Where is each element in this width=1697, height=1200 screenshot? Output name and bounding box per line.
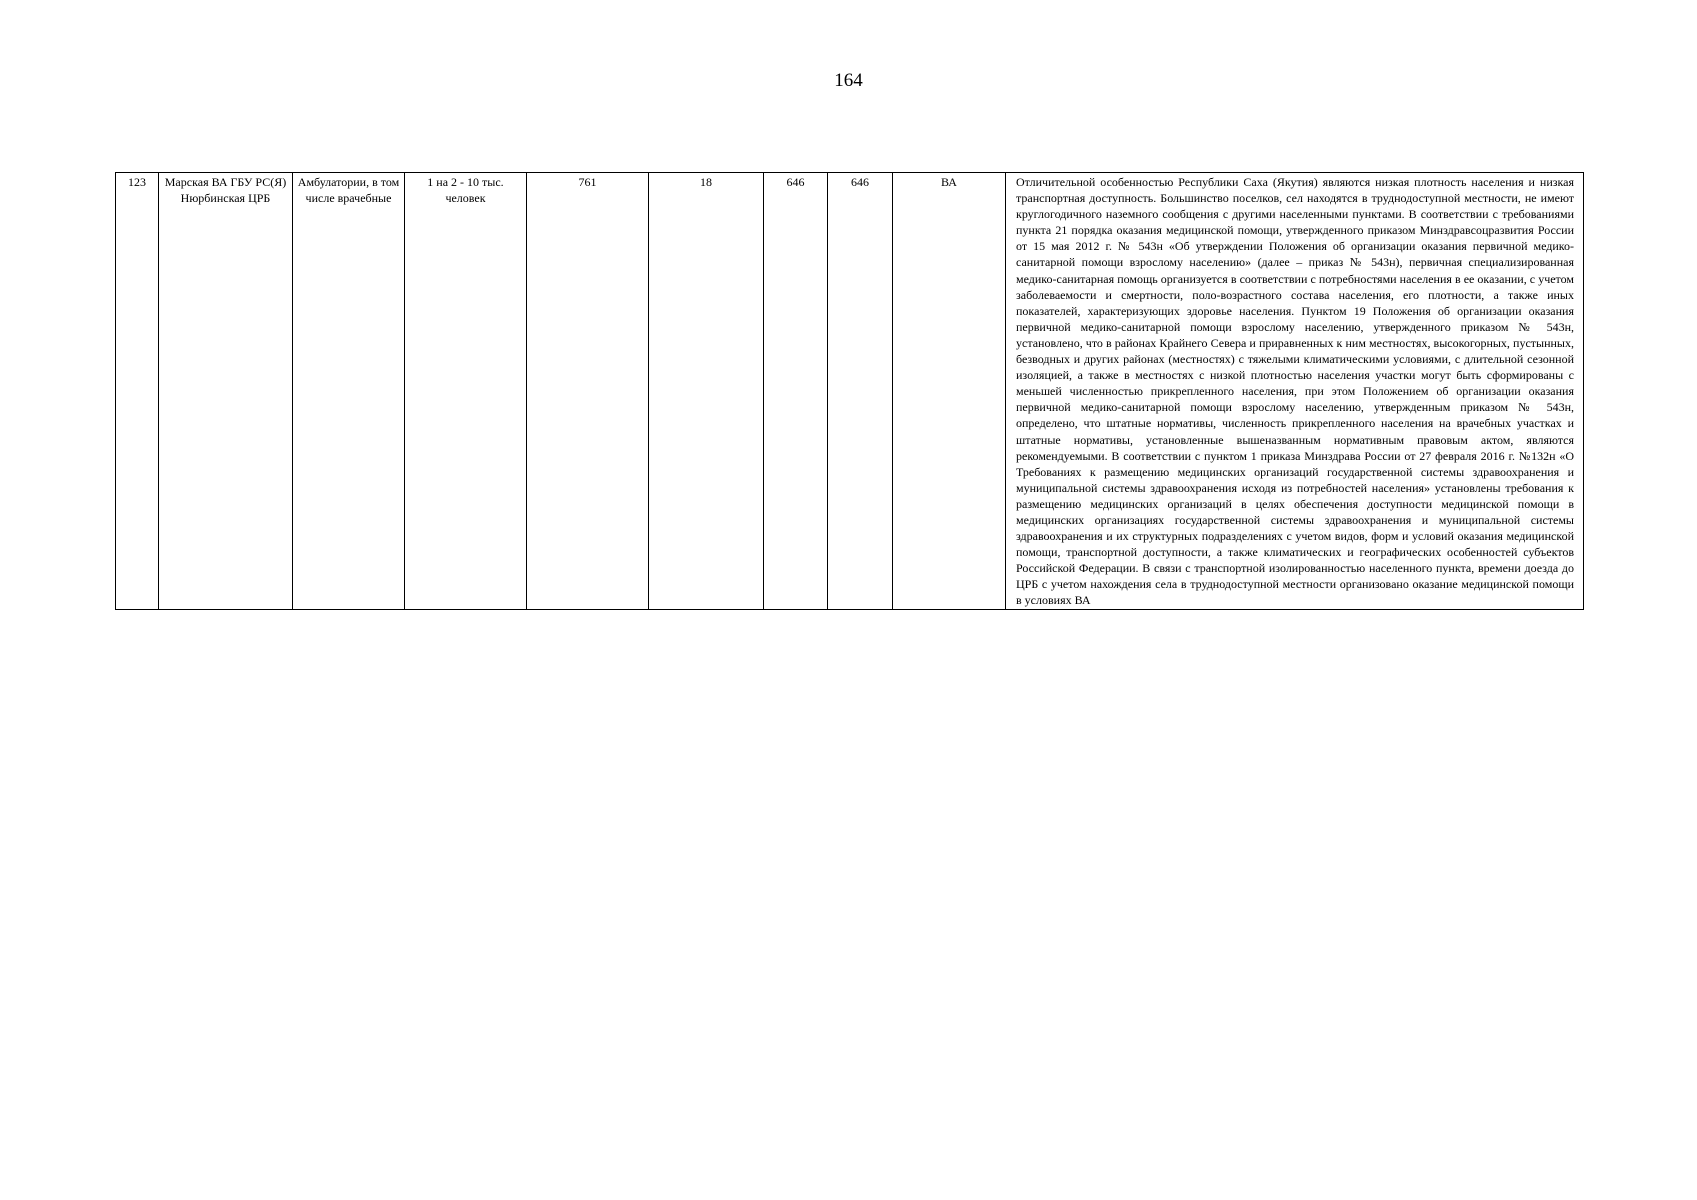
facility-type-cell: Амбулатории, в том числе врачебные: [293, 173, 405, 610]
unit-type-cell: ВА: [893, 173, 1006, 610]
value-cell-5: 761: [527, 173, 649, 610]
facility-table: [115, 172, 1584, 610]
value-cell-7: 646: [764, 173, 828, 610]
facility-name-cell: Марская ВА ГБУ РС(Я) Нюрбинская ЦРБ: [159, 173, 293, 610]
table-row: [116, 173, 1584, 610]
value-cell-8: 646: [828, 173, 893, 610]
page-number: 164: [834, 70, 863, 91]
norm-cell: 1 на 2 - 10 тыс. человек: [405, 173, 527, 610]
value-cell-6: 18: [649, 173, 764, 610]
justification-cell: Отличительной особенностью Республики Саха (Якутия) являются низкая плотность населения и низкая транспортная доступность. Большинство поселков, сел находятся в труднодоступной местности, не имеют круглогодичного наземного сообщения с другими населенными пунктами. В соответствии с требованиями пункта 21 порядка оказания медицинской помощи, утвержденного приказом Минздравсоцразвития России от 15 мая 2012 г. № 543н «Об утверждении Положения об организации оказания первичной медико-санитарной помощи взрослому населению» (далее – приказ № 543н), первичная специализированная медико-санитарная помощь организуется в соответствии с потребностями населения в ее оказании, с учетом заболеваемости и смертности, поло-возрастного состава населения, его плотности, а также иных показателей, характеризующих здоровье населения. Пунктом 19 Положения об организации оказания первичной медико-санитарной помощи взрослому населению, утвержденного приказом № 543н, установлено, что в районах Крайнего Севера и приравненных к ним местностях, высокогорных, пустынных, безводных и других районах (местностях) с тяжелыми климатическими условиями, с длительной сезонной изоляцией, а также в местностях с низкой плотностью населения участки могут быть сформированы с меньшей численностью прикрепленного населения, при этом Положением об организации оказания первичной медико-санитарной помощи взрослому населению, утвержденным приказом № 543н, определено, что штатные нормативы, численность прикрепленного населения на врачебных участках и штатные нормативы, установленные вышеназванным нормативным правовым актом, являются рекомендуемыми. В соответствии с пунктом 1 приказа Минздрава России от 27 февраля 2016 г. №132н «О Требованиях к размещению медицинских организаций государственной системы здравоохранения и муниципальной системы здравоохранения исходя из потребностей населения» установлены требования к размещению медицинских организаций в целях обеспечения доступности медицинской помощи в медицинских организациях государственной системы здравоохранения и муниципальной системы здравоохранения и их структурных подразделениях с учетом видов, форм и условий оказания медицинской помощи, транспортной доступности, а также климатических и географических особенностей субъектов Российской Федерации. В связи с транспортной изолированностью населенного пункта, времени доезда до ЦРБ с учетом нахождения села в труднодоступной местности организовано оказание медицинской помощи в условиях ВА: [1006, 173, 1584, 610]
row-number-cell: 123: [116, 173, 159, 610]
